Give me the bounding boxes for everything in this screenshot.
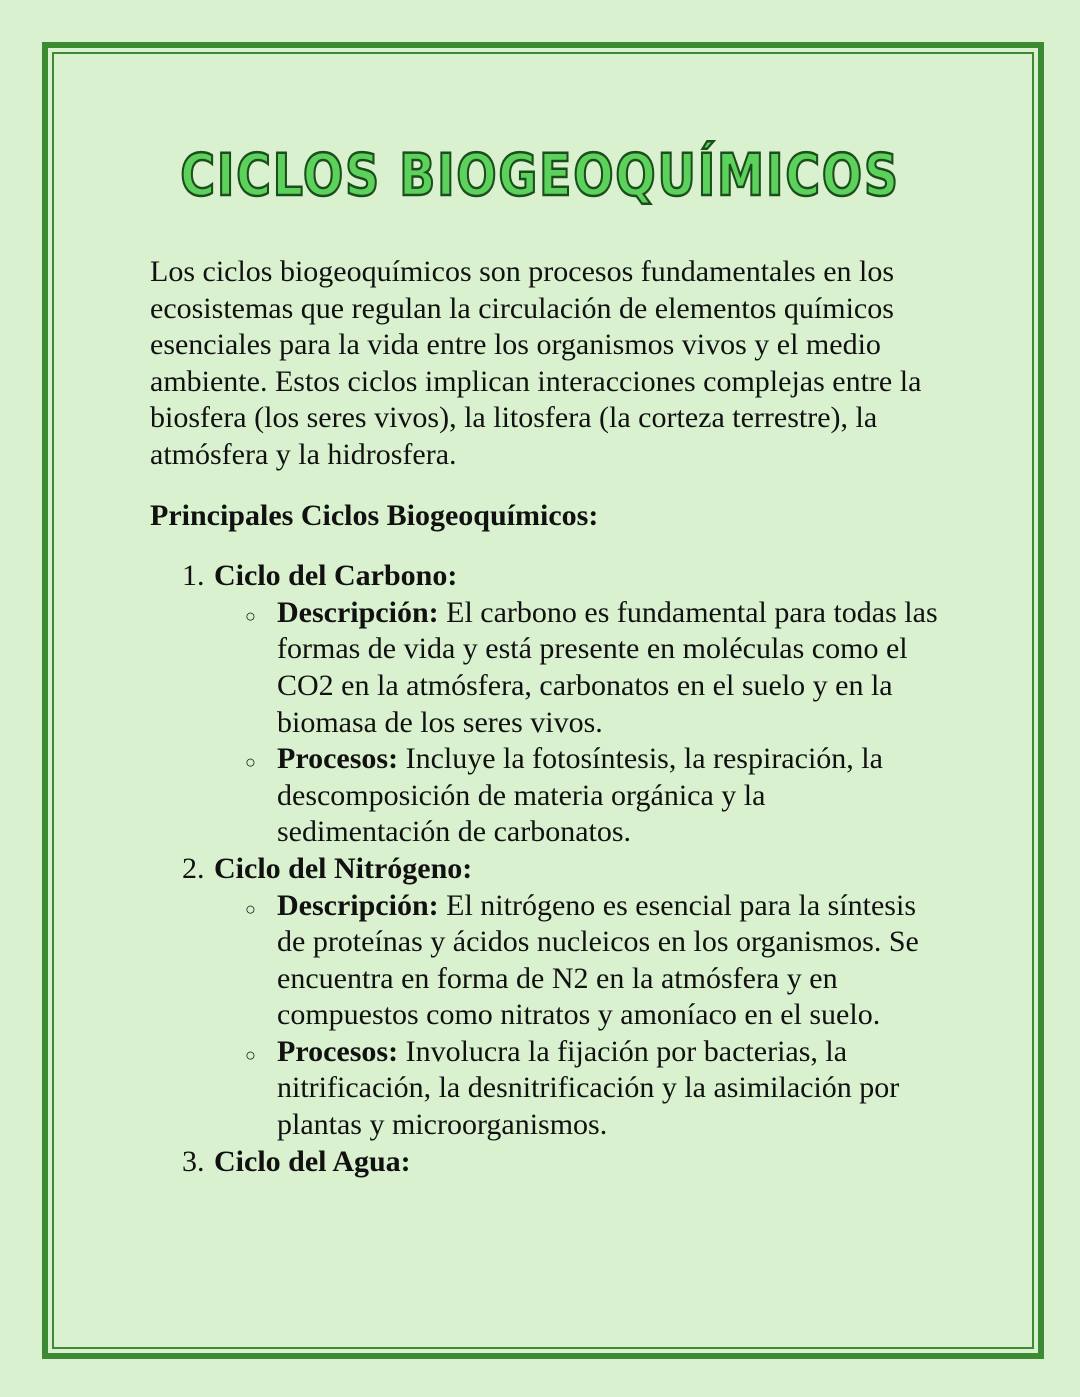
cycle-number: 1. [182, 559, 205, 593]
section-heading: Principales Ciclos Biogeoquímicos: [150, 498, 599, 532]
detail-item [245, 888, 940, 1034]
cycle-details [214, 595, 940, 851]
cycle-details [214, 888, 940, 1144]
cycles-list [150, 558, 940, 1180]
detail-item [245, 741, 940, 851]
circle-bullet-icon: ○ [245, 898, 256, 919]
detail-label: Procesos: [277, 742, 399, 776]
cycle-name: Ciclo del Agua: [214, 1144, 411, 1178]
cycle-name: Ciclo del Carbono: [214, 559, 458, 593]
cycle-name: Ciclo del Nitrógeno: [214, 851, 473, 885]
cycle-item-nitrogen [182, 851, 940, 1144]
detail-text: El carbono es fundamental para todas las formas de vida y está presente en moléculas como el CO2 en la atmósfera, carbonatos en el suelo y en la biomasa de los seres vivos. [277, 595, 938, 739]
cycle-item-carbon [182, 558, 940, 851]
detail-text: El nitrógeno es esencial para la síntesis de proteínas y ácidos nucleicos en los organismos. Se encuentra en forma de N2 en la atmósfera y en compuestos como nitratos y amoníaco en el suelo. [277, 888, 919, 1032]
intro-paragraph: Los ciclos biogeoquímicos son procesos fundamentales en los ecosistemas que regulan la circulación de elementos químicos esenciales para la vida entre los organismos vivos y el medio ambiente. Estos ciclos implican interacciones complejas entre la biosfera (los seres vivos), la litosfera (la corteza terrestre), la atmósfera y la hidrosfera. [150, 255, 922, 471]
page-title: CICLOS BIOGEOQUÍMICOS [180, 141, 900, 209]
detail-label: Descripción: [277, 595, 439, 629]
cycle-number: 2. [182, 851, 205, 885]
document-body [150, 254, 940, 1180]
circle-bullet-icon: ○ [245, 605, 256, 626]
circle-bullet-icon: ○ [245, 1044, 256, 1065]
circle-bullet-icon: ○ [245, 752, 256, 773]
detail-item [245, 595, 940, 741]
cycle-number: 3. [182, 1144, 205, 1178]
detail-label: Descripción: [277, 888, 439, 922]
detail-item [245, 1034, 940, 1144]
detail-label: Procesos: [277, 1034, 399, 1068]
detail-text: Involucra la fijación por bacterias, la nitrificación, la desnitrificación y la asimilación por plantas y microorganismos. [277, 1034, 900, 1142]
detail-text: Incluye la fotosíntesis, la respiración, la descomposición de materia orgánica y la sedimentación de carbonatos. [277, 742, 883, 849]
cycle-item-water [182, 1144, 940, 1181]
